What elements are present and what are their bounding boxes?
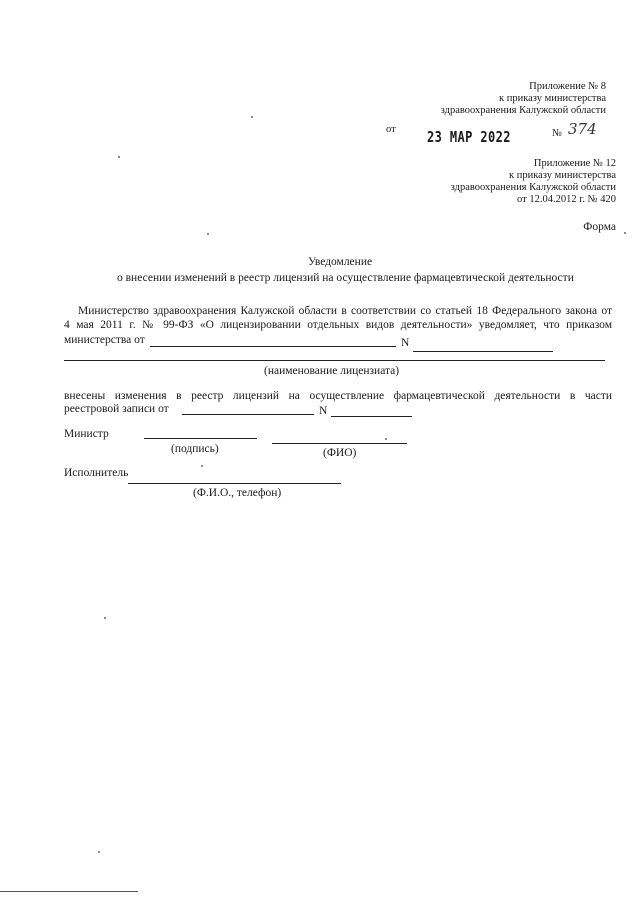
scan-speck — [385, 438, 387, 440]
order-n-label: N — [401, 337, 410, 349]
appendix-8-order-line: к приказу министерства — [498, 93, 606, 104]
appendix-8-line: Приложение № 8 — [529, 81, 606, 92]
appendix-12-date-line: от 12.04.2012 г. № 420 — [517, 194, 616, 205]
appendix-12-ministry-line: здравоохранения Калужской области — [450, 182, 616, 193]
licensee-name-blank[interactable] — [64, 360, 605, 361]
scan-speck — [624, 232, 626, 234]
order-number-handwritten: 374 — [568, 120, 597, 138]
scan-speck — [251, 116, 253, 118]
executor-label: Исполнитель — [64, 467, 129, 479]
order-date-blank[interactable] — [150, 346, 396, 347]
registry-date-blank[interactable] — [182, 414, 314, 415]
signature-blank[interactable] — [144, 438, 257, 439]
appendix-12-order-line: к приказу министерства — [508, 170, 616, 181]
notice-subtitle: о внесении изменений в реестр лицензий на осуществление фармацевтической деятельности — [117, 272, 574, 284]
order-date-stamp: 23 МАР 2022 — [427, 128, 511, 146]
scan-speck — [98, 851, 100, 853]
paragraph-2-line-1: внесены изменения в реестр лицензий на осуществление фармацевтической деятельности в части — [64, 390, 612, 402]
form-label: Форма — [583, 221, 616, 233]
fio-caption: (ФИО) — [323, 447, 357, 459]
scan-speck — [104, 617, 106, 619]
appendix-12-line: Приложение № 12 — [533, 158, 616, 169]
order-number-blank[interactable] — [413, 351, 553, 352]
notice-paragraph-1 — [64, 304, 612, 332]
minister-label: Министр — [64, 428, 109, 440]
scan-speck — [118, 156, 120, 158]
fio-blank[interactable] — [272, 443, 407, 444]
executor-caption: (Ф.И.О., телефон) — [193, 487, 282, 499]
scan-speck — [207, 233, 209, 235]
notice-title: Уведомление — [308, 256, 373, 268]
registry-n-label: N — [319, 405, 328, 417]
executor-blank[interactable] — [128, 483, 341, 484]
paragraph-1-line-1: Министерство здравоохранения Калужской области в соответствии со статьей 18 Федерального закона от — [78, 305, 612, 317]
paragraph-1-line-2: 4 мая 2011 г. № 99-ФЗ «О лицензировании отдельных видов деятельности» уведомляет, что приказом — [64, 319, 612, 331]
appendix-8-ministry-line: здравоохранения Калужской области — [440, 105, 606, 116]
order-from-label: от — [386, 124, 396, 135]
signature-caption: (подпись) — [171, 443, 219, 455]
notice-paragraph-2 — [64, 389, 612, 403]
order-date-prefix: министерства от — [64, 334, 145, 346]
registry-number-blank[interactable] — [331, 416, 412, 417]
licensee-name-caption: (наименование лицензиата) — [264, 365, 400, 377]
scan-edge-line — [0, 891, 138, 892]
order-number-label: № — [552, 128, 563, 139]
registry-date-prefix: реестровой записи от — [64, 403, 169, 415]
scan-speck — [201, 465, 203, 467]
